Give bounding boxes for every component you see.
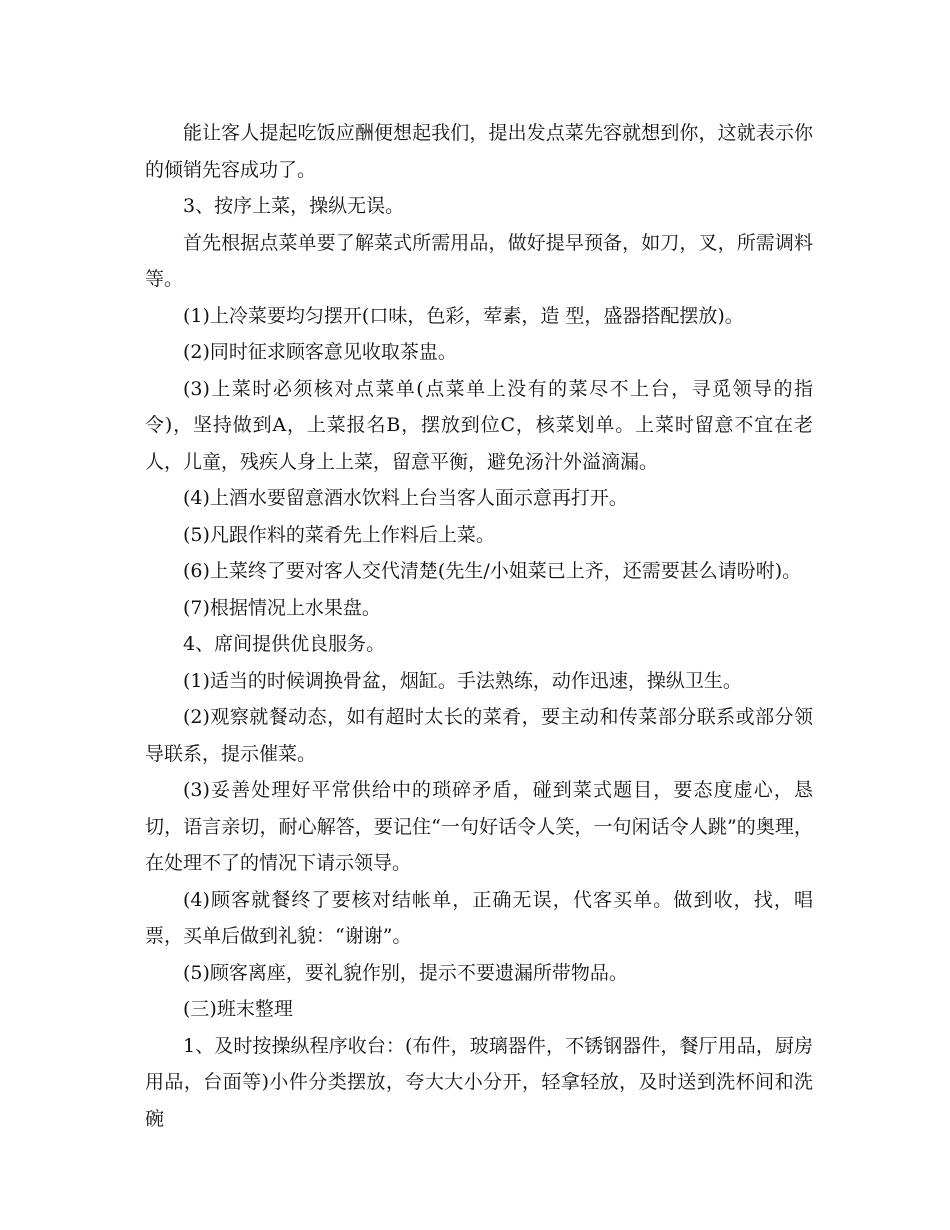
- paragraph-fruit-plate: (7)根据情况上水果盘。: [183, 596, 381, 619]
- paragraph-heading-table-service: 4、席间提供优良服务。: [183, 633, 386, 655]
- paragraph-collect-teacups: (2)同时征求顾客意见收取茶盅。: [183, 341, 457, 363]
- paragraph-inform-guests: (6)上菜终了要对客人交代清楚(先生/小姐菜已上齐，还需要甚么请吩咐)。: [183, 560, 802, 582]
- paragraph-change-plates: (1)适当的时候调换骨盆，烟缸。手法熟练，动作迅速，操纵卫生。: [183, 669, 742, 692]
- paragraph-condiments-first: (5)凡跟作料的菜肴先上作料后上菜。: [183, 523, 495, 546]
- paragraph-handle-conflicts: (3)妥善处理好平常供给中的琐碎矛盾，碰到菜式题目，要态度虚心，恳切，语言亲切，耐心解答，要记住“一句好话令人笑，一句闲话令人跳”的奥理，在处理不了的情况下请示领导。: [145, 779, 813, 874]
- paragraph-heading-serve-in-order: 3、按序上菜，操纵无误。: [183, 195, 405, 217]
- paragraph-observe-dining: (2)观察就餐动态，如有超时太长的菜肴，要主动和传菜部分联系或部分领导联系，提示催菜。: [145, 706, 813, 765]
- paragraph-farewell: (5)顾客离座，要礼貌作别，提示不要遗漏所带物品。: [183, 961, 628, 984]
- document-body: [145, 115, 813, 1137]
- paragraph-clear-table: 1、及时按操纵程序收台：(布件，玻璃器件，不锈钢器件，餐厅用品，厨房用品，台面等)小件分类摆放，夸大大小分开，轻拿轻放，及时送到洗杯间和洗碗: [145, 1034, 813, 1130]
- paragraph-tip-success: 能让客人提起吃饭应酬便想起我们，提出发点菜先容就想到你，这就表示你的倾销先容成功了。: [145, 122, 813, 181]
- paragraph-check-order: (3)上菜时必须核对点菜单(点菜单上没有的菜尽不上台，寻觅领导的指令)，坚持做到A，上菜报名B，摆放到位C，核菜划单。上菜时留意不宜在老人，儿童，残疾人身上上菜，留意平衡，避免汤汁外溢滴漏。: [145, 377, 813, 473]
- paragraph-cold-dishes: (1)上冷菜要均匀摆开(口味，色彩，荤素，造 型，盛器搭配摆放)。: [183, 304, 744, 327]
- paragraph-check-bill: (4)顾客就餐终了要核对结帐单，正确无误，代客买单。做到收，找，唱票，买单后做到礼貌：“谢谢”。: [145, 888, 813, 947]
- paragraph-serve-drinks: (4)上酒水要留意酒水饮料上台当客人面示意再打开。: [183, 487, 628, 509]
- paragraph-prepare-utensils: 首先根据点菜单要了解菜式所需用品，做好提早预备，如刀，叉，所需调料等。: [145, 231, 813, 290]
- paragraph-heading-end-of-shift: (三)班末整理: [183, 998, 293, 1020]
